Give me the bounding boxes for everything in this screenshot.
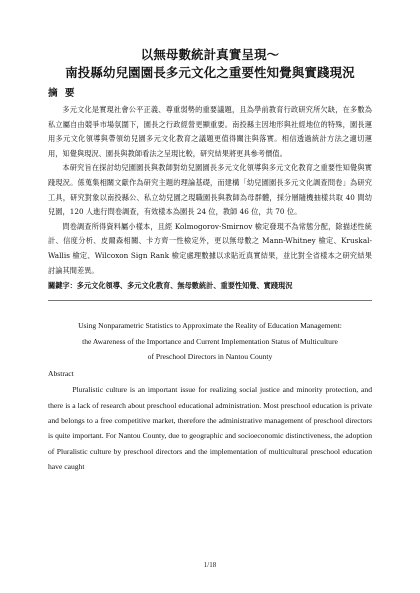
section-divider — [48, 300, 372, 301]
abstract-heading-cn: 摘 要 — [48, 88, 77, 99]
page-number: 1/18 — [203, 561, 217, 569]
abstract-cn-paragraph-2: 本研究旨在探討幼兒園園長與教師對幼兒園園長多元文化領導與多元文化教育之重要性知覺與實踐現況。係蒐集相關文獻作為研究主題的理論基礎，而建構「幼兒園園長多元文化調查問卷」為研究工具，研究對象以南投縣公、私立幼兒園之現職園長與教師為母群體，採分層隨機抽樣共取 40 間幼兒園，120 人進行問卷調查，有效樣本為園長 24 位，教師 46 位，共 70 位。 — [48, 163, 372, 217]
keywords-line — [48, 279, 372, 293]
english-title-line-1: Using Nonparametric Statistics to Approximate the Reality of Education Management: — [78, 321, 342, 331]
abstract-heading-en: Abstract — [48, 369, 74, 379]
abstract-en-paragraph: Pluralistic culture is an important issue for realizing social justice and minority protection, and there is a lack of research about preschool educational administration. Most preschool education is private and belongs to a free competitive market, therefore the administrative management of preschool directors is quite important. For Nantou County, due to geographic and socioeconomic distinctiveness, the adoption of Pluralistic culture by preschool directors and the implementation of multicultural preschool education have caught — [48, 385, 372, 471]
chinese-title — [48, 46, 372, 82]
english-title — [48, 318, 372, 364]
english-title-line-3: of Preschool Directors in Nantou County — [147, 351, 273, 361]
keywords-label: 關鍵字： — [48, 281, 77, 291]
chinese-title-line-2: 南投縣幼兒園園長多元文化之重要性知覺與實踐現況 — [65, 65, 355, 80]
keywords-list: 多元文化領導、多元文化教育、無母數統計、重要性知覺、實踐現況 — [76, 281, 293, 291]
abstract-cn-paragraph-1: 多元文化是實現社會公平正義、尊重弱勢的重要議題，且為學前教育行政研究所欠缺，在多數為私立屬自由競爭市場氛圍下，園長之行政經營更顯重要。南投縣主因地形與社經地位的特殊，園長運用多元文化領導與帶領幼兒園多元文化教育之議題更值得關注與落實。相信透過統計方法之適切運用，知覺與現況、園長與教師看法之呈現比較，研究結果將更具參考價值。 — [48, 105, 372, 158]
english-title-line-2: the Awareness of the Importance and Current Implementation Status of Multiculture — [82, 336, 338, 346]
abstract-cn-paragraph-3: 問卷調查所得資料屬小樣本，且經 Kolmogorov-Smirnov 檢定發現不為常態分配，除描述性統計、信度分析、皮爾森相關、卡方齊一性檢定外，更以無母數之 Mann-Whitney 檢定、Kruskal-Wallis 檢定、Wilcoxon Sign Rank 檢定處理數據以求貼近真實結果，並比對全省樣本之研究結果討論其間差異。 — [48, 221, 372, 275]
chinese-title-line-1: 以無母數統計真實呈現～ — [140, 47, 280, 62]
